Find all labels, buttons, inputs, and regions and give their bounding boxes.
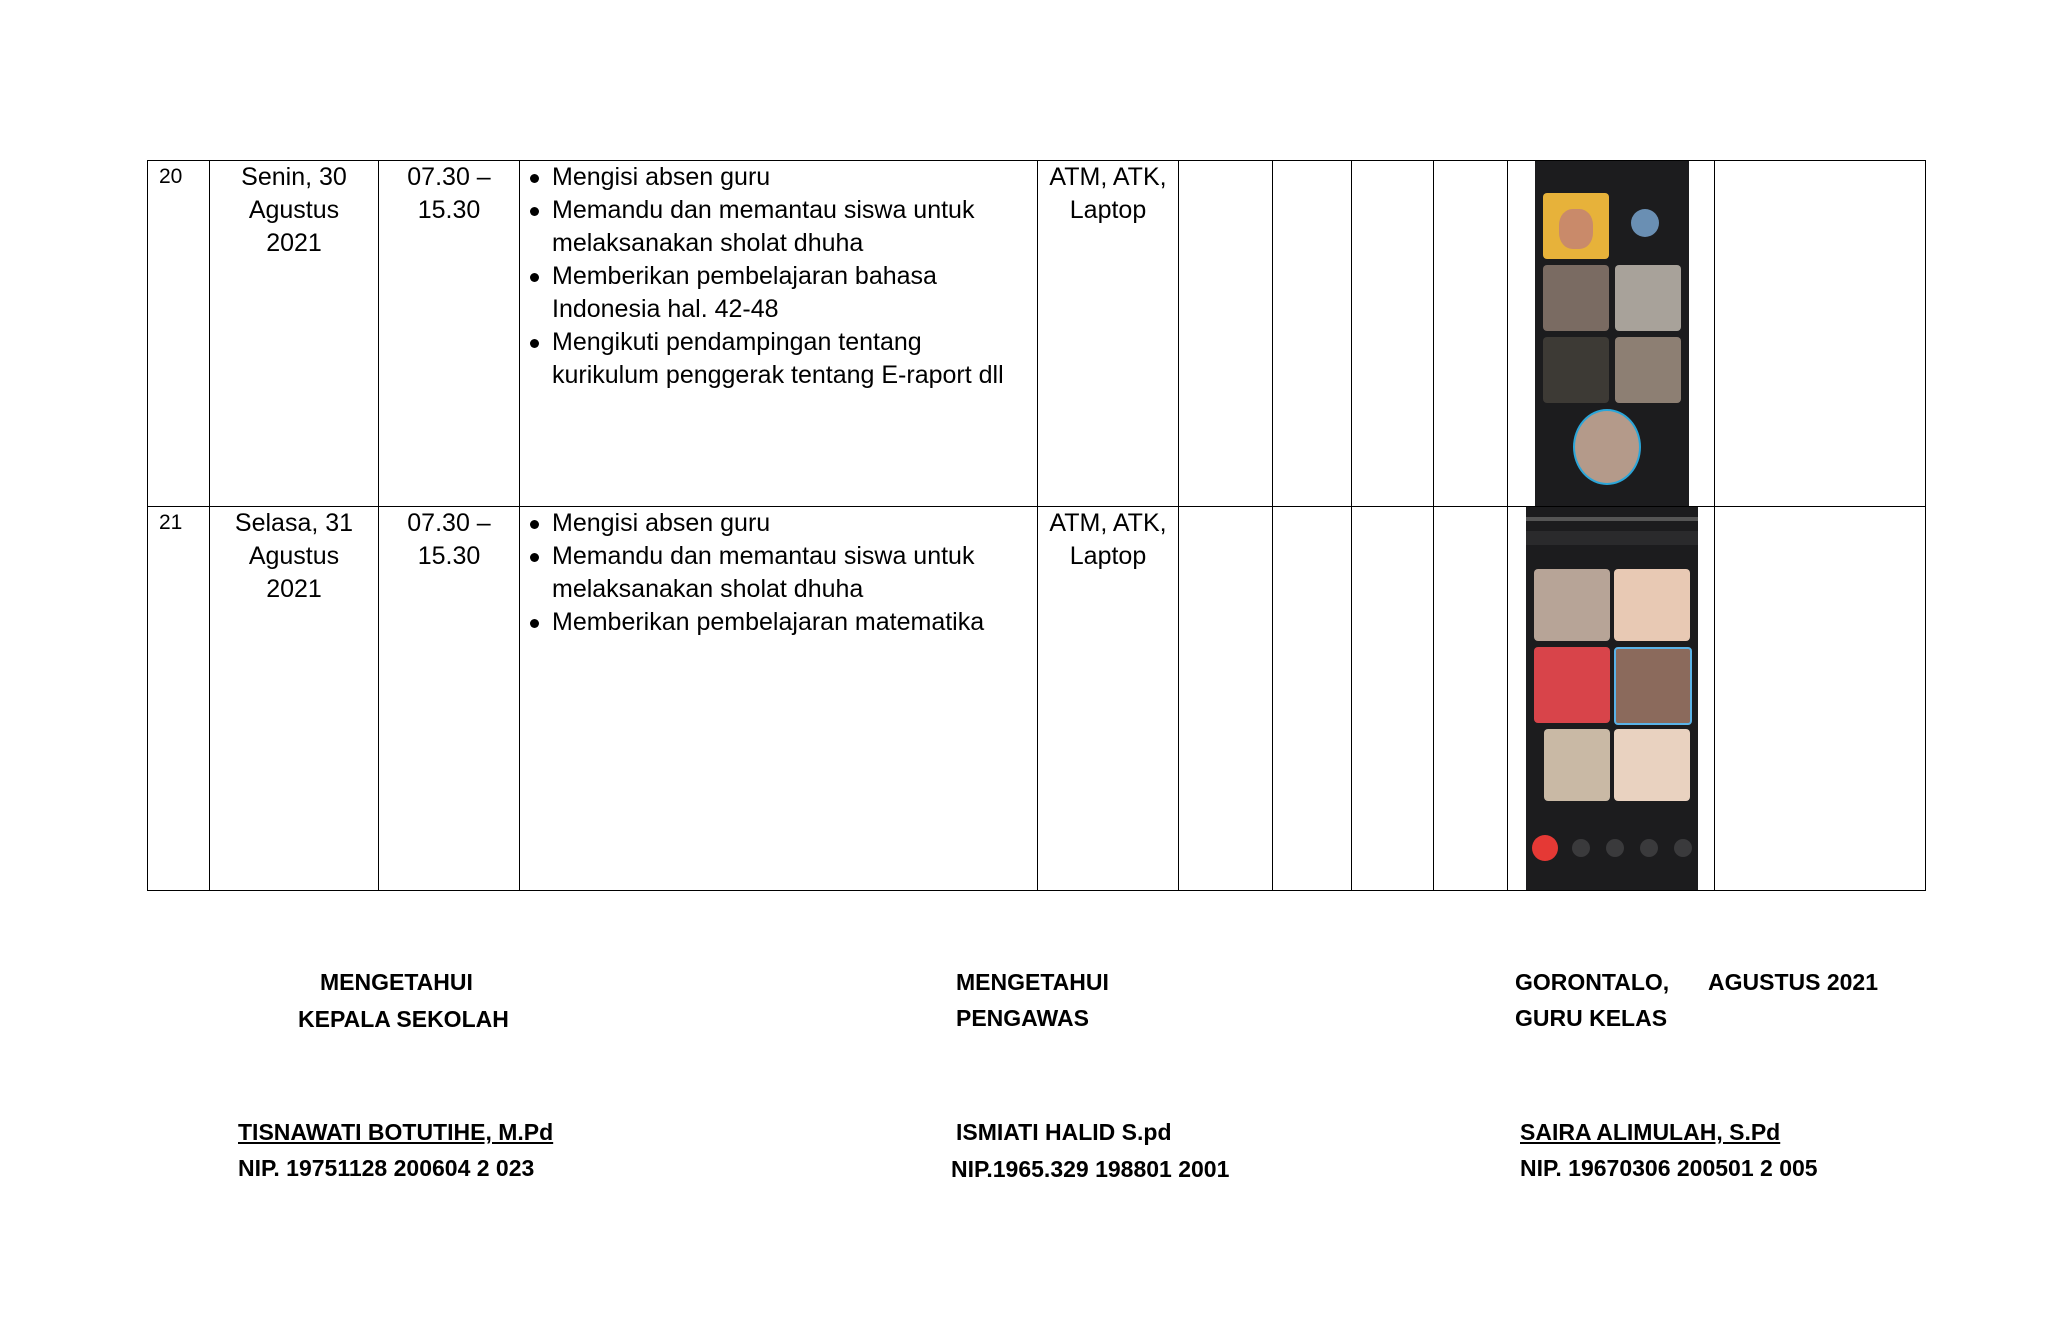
participant-tile [1615, 265, 1681, 331]
avatar [1631, 209, 1659, 237]
signature-role: KEPALA SEKOLAH [298, 1006, 509, 1032]
signature-headmaster [320, 964, 472, 1000]
signature-name: ISMIATI HALID S.pd [956, 1119, 1172, 1145]
row-number: 20 [148, 161, 210, 507]
participant-tile [1615, 337, 1681, 403]
row-number: 21 [148, 507, 210, 891]
participant-tile [1614, 569, 1690, 641]
empty-cell [1434, 161, 1508, 507]
signature-title: MENGETAHUI [956, 969, 1109, 995]
participant-face [1559, 209, 1593, 249]
participant-tile [1573, 409, 1641, 485]
time-cell: 07.30 – 15.30 [379, 507, 520, 891]
list-item: Memandu dan memantau siswa untuk melaksanakan sholat dhuha [552, 194, 1029, 260]
activity-table [147, 160, 1926, 891]
list-item: Mengikuti pendampingan tentang kurikulum penggerak tentang E-raport dll [552, 326, 1029, 392]
empty-cell [1179, 507, 1273, 891]
empty-cell [1179, 161, 1273, 507]
signature-name: SAIRA ALIMULAH, S.Pd NIP. 19670306 200501 2 005 [1520, 1114, 1818, 1186]
participant-tile [1544, 729, 1610, 801]
date-cell: Selasa, 31 Agustus 2021 [210, 507, 379, 891]
empty-cell [1352, 507, 1434, 891]
tools-cell: ATM, ATK, Laptop [1038, 161, 1179, 507]
participant-tile [1543, 265, 1609, 331]
participant-tile [1534, 647, 1610, 723]
signature-supervisor [956, 964, 1109, 1036]
list-item: Mengisi absen guru [552, 161, 1029, 194]
microphone-icon [1606, 839, 1624, 857]
list-item: Mengisi absen guru [552, 507, 1029, 540]
call-header [1526, 531, 1698, 545]
signature-nip: NIP. 19751128 200604 2 023 [238, 1155, 535, 1181]
table-row [148, 507, 1926, 891]
empty-cell [1273, 161, 1352, 507]
signature-nip: NIP. 19670306 200501 2 005 [1520, 1155, 1818, 1181]
activity-cell [520, 161, 1038, 507]
evidence-photo-cell [1508, 507, 1715, 891]
more-options-icon [1674, 839, 1692, 857]
end-call-icon [1532, 835, 1558, 861]
video-call-screenshot [1526, 507, 1698, 890]
status-bar [1526, 517, 1698, 521]
empty-cell [1352, 161, 1434, 507]
signature-name: TISNAWATI BOTUTIHE, M.Pd NIP. 19751128 200604 2 023 [238, 1114, 553, 1186]
empty-cell [1715, 507, 1926, 891]
participant-tile [1614, 647, 1692, 725]
activity-list [520, 161, 1037, 392]
empty-cell [1715, 161, 1926, 507]
video-call-screenshot [1535, 161, 1689, 506]
list-item: Memberikan pembelajaran bahasa Indonesia hal. 42-48 [552, 260, 1029, 326]
participant-tile [1614, 729, 1690, 801]
list-item: Memberikan pembelajaran matematika [552, 606, 1029, 639]
signature-role: PENGAWAS [956, 1005, 1089, 1031]
tools-cell: ATM, ATK, Laptop [1038, 507, 1179, 891]
date-cell: Senin, 30 Agustus 2021 [210, 161, 379, 507]
participant-tile [1534, 569, 1610, 641]
activity-cell [520, 507, 1038, 891]
signature-date: AGUSTUS 2021 [1708, 969, 1879, 995]
signature-title: MENGETAHUI [320, 969, 473, 995]
signature-place: GORONTALO, [1515, 969, 1670, 995]
table-row [148, 161, 1926, 507]
hand-raise-icon [1640, 839, 1658, 857]
activity-list [520, 507, 1037, 639]
signature-role: GURU KELAS [1515, 1005, 1668, 1031]
empty-cell [1273, 507, 1352, 891]
evidence-photo-cell [1508, 161, 1715, 507]
list-item: Memandu dan memantau siswa untuk melaksanakan sholat dhuha [552, 540, 1029, 606]
camera-icon [1572, 839, 1590, 857]
participant-tile [1543, 337, 1609, 403]
time-cell: 07.30 – 15.30 [379, 161, 520, 507]
signature-teacher [1515, 964, 1669, 1036]
signature-nip: NIP.1965.329 198801 2001 [951, 1156, 1230, 1182]
empty-cell [1434, 507, 1508, 891]
